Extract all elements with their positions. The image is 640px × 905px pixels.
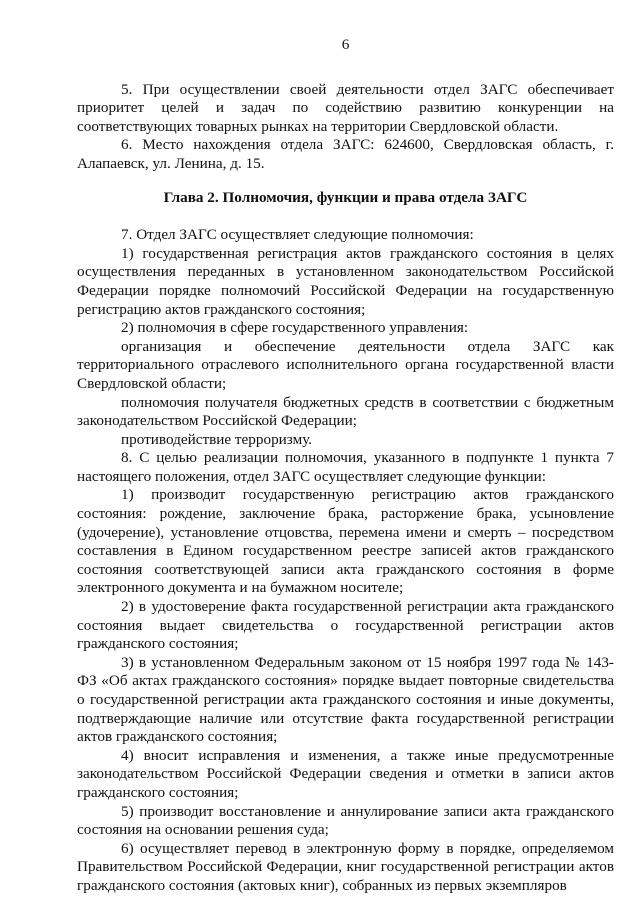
paragraph-7-item-2-sub-2: полномочия получателя бюджетных средств в соответствии с бюджетным законодательством Российской Федерации; (77, 393, 614, 430)
page-number: 6 (341, 36, 350, 53)
paragraph-8-item-6: 6) осуществляет перевод в электронную форму в порядке, определяемом Правительством Российской Федерации, книг государственной регистрации актов гражданского состояния (актовых книг), собранных из первых экземпляров (77, 839, 614, 894)
paragraph-8-item-2: 2) в удостоверение факта государственной регистрации акта гражданского состояния выдает свидетельства о государственной регистрации актов гражданского состояния; (77, 598, 614, 653)
paragraph-8-item-1: 1) производит государственную регистрацию актов гражданского состояния: рождение, заключение брака, расторжение брака, усыновление (удочерение), установление отцовства, перемена имени и смерть – посредством составления в Едином государственном реестре записей актов гражданского состояния соответствующей записи акта гражданского состояния в форме электронного документа и на бумажном носителе; (77, 486, 614, 597)
paragraph-7: 7. Отдел ЗАГС осуществляет следующие полномочия: (121, 226, 474, 244)
paragraph-7-item-2: 2) полномочия в сфере государственного управления: (121, 319, 469, 337)
chapter-heading: Глава 2. Полномочия, функции и права отдела ЗАГС (163, 188, 528, 206)
paragraph-7-item-1: 1) государственная регистрация актов гражданского состояния в целях осуществления переданных в установленном законодательством Российской Федерации порядке полномочий Российской Федерации на государственную регистрацию актов гражданского состояния; (77, 244, 614, 318)
paragraph-7-item-2-sub-1: организация и обеспечение деятельности отдела ЗАГС как территориального отраслевого исполнительного органа государственной власти Свердловской области; (77, 337, 614, 392)
paragraph-8-item-3: 3) в установленном Федеральным законом от 15 ноября 1997 года № 143-ФЗ «Об актах гражданского состояния» порядке выдает повторные свидетельства о государственной регистрации акта гражданского состояния и иные документы, подтверждающие наличие или отсутствие факта государственной регистрации актов гражданского состояния; (77, 653, 614, 746)
paragraph-8: 8. С целью реализации полномочия, указанного в подпункте 1 пункта 7 настоящего положения, отдел ЗАГС осуществляет следующие функции: (77, 449, 614, 485)
paragraph-6: 6. Место нахождения отдела ЗАГС: 624600, Свердловская область, г. Алапаевск, ул. Ленина, д. 15. (77, 136, 614, 172)
paragraph-8-item-5: 5) производит восстановление и аннулирование записи акта гражданского состояния на основании решения суда; (77, 802, 614, 839)
paragraph-7-item-2-sub-3: противодействие терроризму. (121, 430, 313, 448)
paragraph-8-item-4: 4) вносит исправления и изменения, а также иные предусмотренные законодательством Российской Федерации сведения и отметки в записи актов гражданского состояния; (77, 746, 614, 801)
paragraph-5: 5. При осуществлении своей деятельности отдел ЗАГС обеспечивает приоритет целей и задач по содействию развитию конкуренции на соответствующих товарных рынках на территории Свердловской области. (77, 80, 614, 135)
